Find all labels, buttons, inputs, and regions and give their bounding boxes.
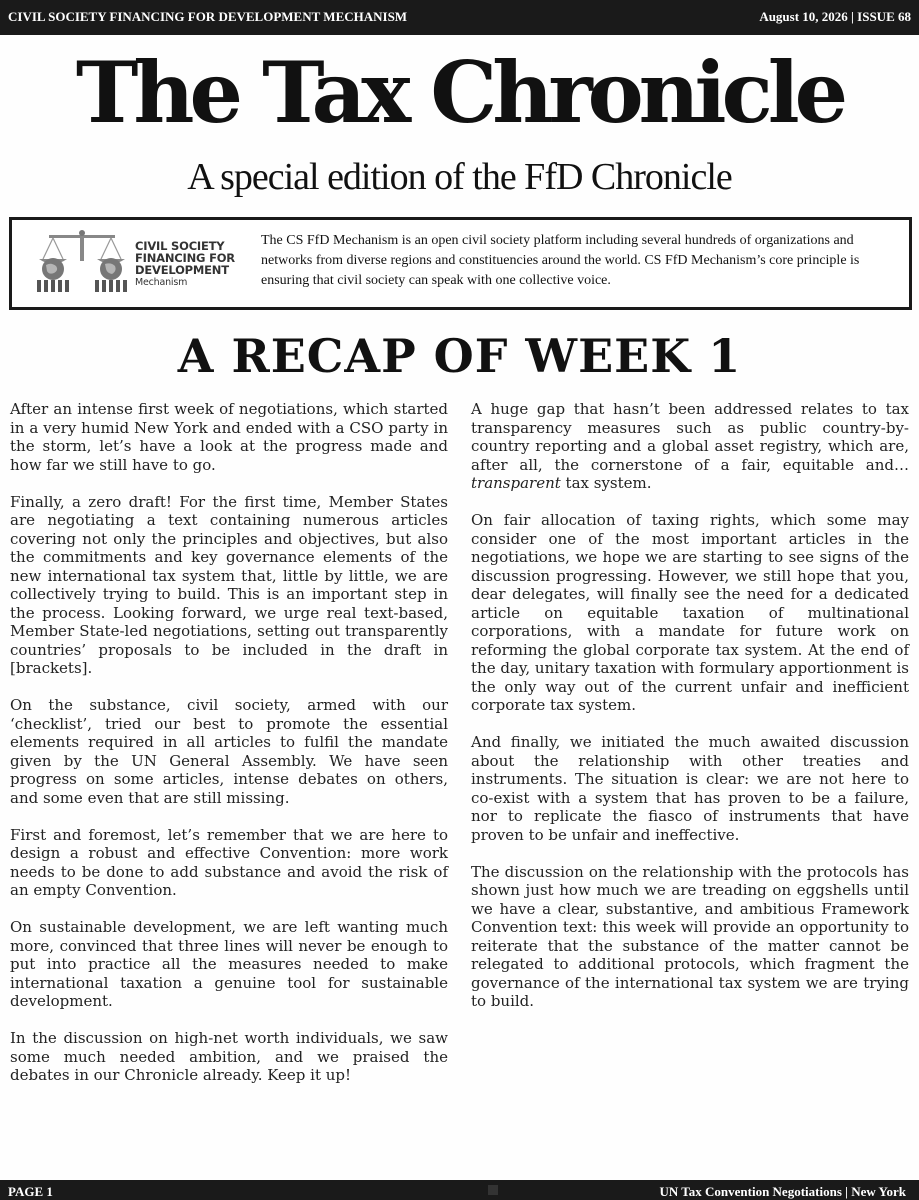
- logo-text-line4: Mechanism: [135, 277, 188, 288]
- mechanism-description: The CS FfD Mechanism is an open civil society platform including several hundreds of organizations and networks from diverse regions and constituencies around the world. CS FfD Mechanism’s core principle is ensuring that civil society can speak with one collective voice.: [261, 233, 860, 288]
- paragraph: Finally, a zero draft! For the first time, Member States are negotiating a text containing numerous articles covering not only the principles and objectives, but also the commitments and key governance elements of the new international tax system that, little by little, we are collectively trying to build. This is an important step in the process. Looking forward, we urge real text-based, Member State-led negotiations, setting out transparently countries’ proposals to be included in the draft in [brackets].: [10, 492, 448, 677]
- masthead-subtitle: A special edition of the FfD Chronicle: [187, 156, 732, 198]
- article-column-left: [10, 400, 448, 1103]
- masthead-title: The Tax Chronicle: [75, 43, 844, 142]
- paragraph: On sustainable development, we are left wanting much more, convinced that three lines will never be enough to put into practice all the measures needed to make international taxation a genuine tool for sustainable development.: [10, 918, 448, 1010]
- page-number: PAGE 1: [8, 1184, 53, 1199]
- logo-text-line3: DEVELOPMENT: [135, 263, 229, 277]
- paragraph: In the discussion on high-net worth individuals, we saw some much needed ambition, and we praised the debates in our Chronicle already. Keep it up!: [10, 1029, 448, 1084]
- info-box: [9, 217, 912, 310]
- date-issue: August 10, 2026 | ISSUE 68: [759, 9, 911, 24]
- paragraph: First and foremost, let’s remember that we are here to design a robust and effective Convention: more work needs to be done to add substance and avoid the risk of an empty Convention.: [10, 825, 448, 899]
- top-bar: [0, 0, 919, 35]
- paragraph: The discussion on the relationship with the protocols has shown just how much we are treading on eggshells until we have a clear, substantive, and ambitious Framework Convention text: this week will provide an opportunity to reiterate that the substance of the matter cannot be relegated to additional protocols, which fragment the governance of the international tax system we are trying to build.: [471, 862, 909, 1010]
- logo-text-line1: CIVIL SOCIETY: [135, 239, 225, 253]
- footer-bar: [0, 1180, 919, 1200]
- paragraph: On fair allocation of taxing rights, which some may consider one of the most important articles in the negotiations, we hope we are starting to see signs of the discussion progressing. However, we still hope that you, dear delegates, will finally see the need for a dedicated article on equitable taxation of multinational corporations, with a mandate for future work on reforming the global corporate tax system. At the end of the day, unitary taxation with formulary apportionment is the only way out of the current unfair and inefficient corporate tax system.: [471, 511, 909, 714]
- paragraph-text: tax system.: [560, 474, 652, 492]
- paragraph: On the substance, civil society, armed with our ‘checklist’, tried our best to promote the essential elements required in all articles to fulfil the mandate given by the UN General Assembly. We have seen progress on some articles, intense debates on others, and some even that are still missing.: [10, 696, 448, 807]
- paragraph-text: A huge gap that hasn’t been addressed relates to tax transparency measures such as public country-by-country reporting and a global asset registry, which are, after all, the cornerstone of a fair, equitable and…: [471, 400, 909, 474]
- event-name: UN Tax Convention Negotiations | New York: [659, 1184, 906, 1199]
- cs-ffd-logo: [29, 229, 254, 295]
- article-column-right: [471, 400, 909, 1029]
- logo-text-line2: FINANCING FOR: [135, 251, 235, 265]
- paragraph: And finally, we initiated the much awaited discussion about the relationship with other treaties and instruments. The situation is clear: we are not here to co-exist with a system that has proven to be a failure, nor to replicate the fiasco of instruments that have proven to be unfair and ineffective.: [471, 733, 909, 844]
- article-headline: A RECAP OF WEEK 1: [177, 329, 742, 383]
- organization-name: CIVIL SOCIETY FINANCING FOR DEVELOPMENT MECHANISM: [8, 9, 408, 24]
- paragraph: After an intense first week of negotiations, which started in a very humid New York and ended with a CSO party in the storm, let’s have a look at the progress made and how far we still have to go.: [10, 400, 448, 474]
- paragraph: [471, 400, 909, 493]
- scales-globe-icon: [29, 229, 135, 295]
- footer-square-icon: [488, 1185, 498, 1195]
- emphasis-text: transparent: [471, 474, 561, 492]
